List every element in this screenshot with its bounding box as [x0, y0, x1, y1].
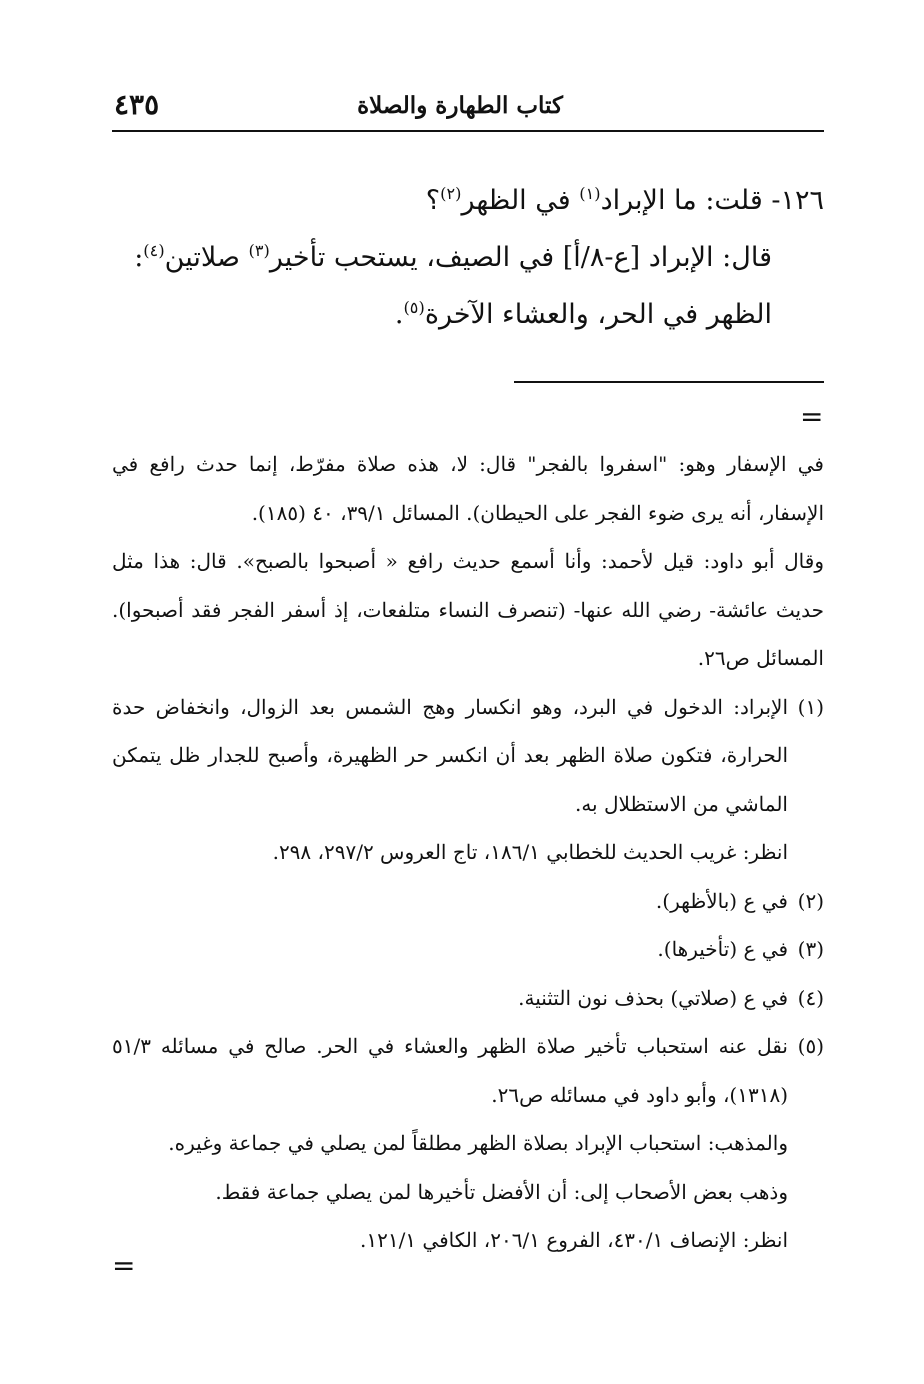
footnote-continuation: وقال أبو داود: قيل لأحمد: وأنا أسمع حديث رافع « أصبحوا بالصبح». قال: هذا مثل حديث عائشة- رضي الله عنها- (تنصرف النساء متلفعات، إذ أسفر الفجر فقد أصبحوا). المسائل ص٢٦.: [112, 549, 824, 670]
footnote-text: الإبراد: الدخول في البرد، وهو انكسار وهج الشمس بعد الزوال، وانخفاض حدة الحرارة، فتكون صلاة الظهر بعد أن انكسر حر الظهيرة، وأصبح للجدار ظل يتمكن الماشي من الاستظلال به.: [112, 694, 788, 816]
footnote-continuation: في الإسفار وهو: "اسفروا بالفجر" قال: لا، هذه صلاة مفرّط، إنما حدث رافع في الإسفار، أنه يرى ضوء الفجر على الحيطان). المسائل ٣٩/١، ٤٠ (١٨٥).: [112, 452, 824, 525]
footnote-1: [112, 683, 824, 877]
continuation-mark-top: =: [800, 400, 824, 433]
footnote-number: (١): [797, 694, 824, 719]
footnote-some-companions: وذهب بعض الأصحاب إلى: أن الأفضل تأخيرها لمن يصلي جماعة فقط.: [215, 1179, 788, 1204]
continuation-mark-bottom: =: [112, 1249, 136, 1282]
footnote-number: (٣): [797, 937, 824, 961]
answer-line: قال: الإبراد [ع-٨/أ] في الصيف، يستحب تأخير$^{(٣)}$ صلاتين$^{(٤)}$:: [134, 241, 772, 273]
footnote-ref: (٣): [248, 241, 270, 260]
footnote-4: [112, 974, 824, 1023]
footnote-ref: (٥): [403, 298, 425, 317]
footnote-reference: انظر: غريب الحديث للخطابي ١٨٦/١، تاج العروس ٢٩٧/٢، ٢٩٨.: [272, 840, 788, 864]
footnote-text: في ع (بالأظهر).: [655, 888, 788, 913]
footnote-3: [112, 925, 824, 974]
footnote-text: في ع (صلاتي) بحذف نون التثنية.: [518, 985, 788, 1010]
footnote-ref: (٤): [143, 241, 165, 260]
footnotes: [112, 440, 824, 1265]
footnote-text: في ع (تأخيرها).: [657, 937, 788, 961]
footnote-2: [112, 877, 824, 926]
footnote-number: (٢): [797, 888, 824, 913]
question-line: ١٢٦- قلت: ما الإبراد$^{(١)}$ في الظهر$^{(٢)}$؟: [425, 184, 824, 216]
answer-line-2: الظهر في الحر، والعشاء الآخرة$^{(٥)}$.: [394, 298, 772, 330]
page-number: ٤٣٥: [114, 88, 160, 121]
main-text: [112, 172, 824, 343]
footnote-text: نقل عنه استحباب تأخير صلاة الظهر والعشاء في الحر. صالح في مسائله ٥١/٣ (١٣١٨)، وأبو داود في مسائله ص٢٦.: [112, 1034, 788, 1107]
footnote-ref: (٢): [440, 184, 462, 203]
footnote-5: [112, 1022, 824, 1265]
footnote-madhhab: والمذهب: استحباب الإبراد بصلاة الظهر مطلقاً لمن يصلي في جماعة وغيره.: [168, 1131, 788, 1155]
footnote-reference: انظر: الإنصاف ٤٣٠/١، الفروع ٢٠٦/١، الكافي ١٢١/١.: [359, 1228, 788, 1252]
running-header-title: كتاب الطهارة والصلاة: [357, 92, 563, 119]
footnote-number: (٤): [797, 985, 824, 1010]
footnote-ref: (١): [579, 184, 601, 203]
footnote-number: (٥): [797, 1034, 824, 1058]
footnote-separator: [514, 381, 824, 383]
header-rule: [112, 130, 824, 132]
